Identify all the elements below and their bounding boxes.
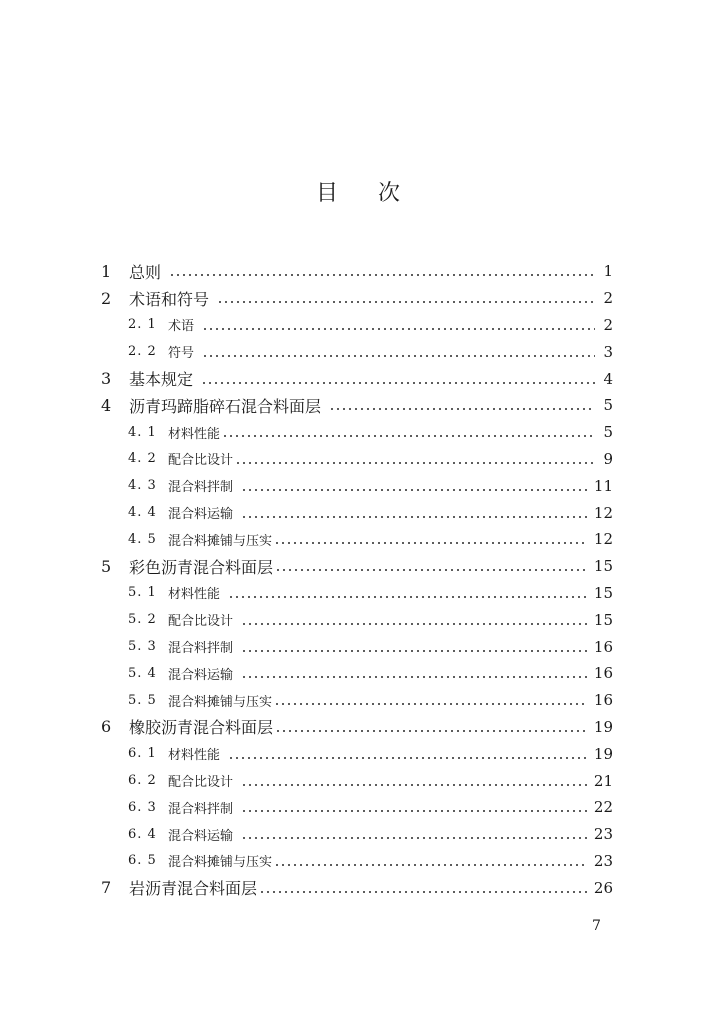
- toc-entry-number: 4. 5: [128, 531, 157, 547]
- toc-entry-number: 5. 1: [128, 585, 157, 601]
- toc-entry-number: 5. 4: [128, 665, 157, 681]
- toc-entry-page-number: 2: [603, 315, 613, 334]
- toc-entry-page-number: 12: [593, 503, 613, 522]
- toc-section-entry[interactable]: [101, 499, 613, 526]
- toc-section-entry[interactable]: [101, 767, 613, 794]
- toc-entry-page-number: 15: [593, 610, 613, 629]
- table-of-contents: [101, 258, 613, 901]
- toc-section-entry[interactable]: [101, 526, 613, 553]
- toc-entry-number: 6. 1: [128, 746, 157, 762]
- toc-entry-title: 配合比设计: [168, 453, 234, 469]
- toc-entry-title: 术语和符号: [129, 289, 210, 309]
- dot-leader: [201, 381, 595, 385]
- dot-leader: [241, 515, 588, 519]
- toc-entry-number: 6: [101, 717, 112, 737]
- toc-entry-number: 7: [101, 878, 112, 898]
- toc-section-entry[interactable]: [101, 660, 613, 687]
- dot-leader: [274, 541, 588, 545]
- page-number: 7: [592, 918, 601, 934]
- toc-entry-page-number: 12: [593, 530, 613, 549]
- toc-entry-number: 1: [101, 261, 112, 281]
- toc-entry-number: 4. 3: [128, 478, 157, 494]
- toc-entry-title: 术语: [168, 319, 195, 335]
- toc-section-entry[interactable]: [101, 472, 613, 499]
- toc-entry-title: 岩沥青混合料面层: [129, 879, 258, 899]
- toc-section-entry[interactable]: [101, 580, 613, 607]
- toc-entry-page-number: 26: [593, 878, 613, 897]
- toc-entry-number: 6. 2: [128, 773, 157, 789]
- toc-section-entry[interactable]: [101, 794, 613, 821]
- toc-entry-number: 4. 1: [128, 424, 157, 440]
- dot-leader: [275, 568, 588, 572]
- toc-entry-title: 混合料运输: [168, 828, 234, 844]
- toc-entry-title: 总则: [129, 262, 162, 282]
- toc-entry-page-number: 3: [603, 342, 613, 361]
- toc-entry-number: 3: [101, 369, 112, 389]
- toc-entry-page-number: 1: [603, 262, 613, 281]
- dot-leader: [241, 488, 588, 492]
- toc-entry-title: 混合料摊铺与压实: [168, 694, 273, 710]
- dot-leader: [274, 863, 588, 867]
- toc-entry-page-number: 5: [603, 423, 613, 442]
- toc-entry-page-number: 2: [603, 289, 613, 308]
- toc-chapter-entry[interactable]: [101, 258, 613, 285]
- page-title-char-2: 次: [378, 181, 401, 206]
- toc-chapter-entry[interactable]: [101, 714, 613, 741]
- toc-entry-page-number: 19: [593, 744, 613, 763]
- toc-section-entry[interactable]: [101, 821, 613, 848]
- toc-entry-title: 混合料拌制: [168, 480, 234, 496]
- toc-entry-number: 2: [101, 288, 112, 308]
- dot-leader: [235, 461, 595, 465]
- toc-entry-page-number: 16: [593, 637, 613, 656]
- dot-leader: [259, 890, 588, 894]
- toc-section-entry[interactable]: [101, 740, 613, 767]
- toc-entry-page-number: 21: [593, 771, 613, 790]
- toc-chapter-entry[interactable]: [101, 874, 613, 901]
- dot-leader: [274, 702, 588, 706]
- dot-leader: [241, 809, 588, 813]
- toc-entry-page-number: 15: [593, 557, 613, 576]
- toc-entry-page-number: 23: [593, 851, 613, 870]
- toc-entry-title: 混合料摊铺与压实: [168, 855, 273, 871]
- toc-entry-title: 沥青玛蹄脂碎石混合料面层: [129, 396, 322, 416]
- toc-entry-title: 混合料拌制: [168, 801, 234, 817]
- toc-entry-title: 混合料摊铺与压实: [168, 533, 273, 549]
- toc-entry-number: 4. 4: [128, 505, 157, 521]
- toc-entry-number: 5. 5: [128, 692, 157, 708]
- toc-section-entry[interactable]: [101, 633, 613, 660]
- toc-entry-title: 符号: [168, 346, 195, 362]
- page-title: [0, 176, 716, 207]
- dot-leader: [228, 595, 588, 599]
- toc-entry-number: 6. 5: [128, 853, 157, 869]
- toc-entry-number: 4: [101, 395, 112, 415]
- toc-chapter-entry[interactable]: [101, 365, 613, 392]
- dot-leader: [241, 675, 588, 679]
- toc-entry-page-number: 15: [593, 583, 613, 602]
- toc-entry-title: 基本规定: [129, 370, 194, 390]
- dot-leader: [222, 434, 595, 438]
- toc-entry-title: 混合料运输: [168, 667, 234, 683]
- toc-entry-title: 材料性能: [168, 426, 221, 442]
- dot-leader: [228, 756, 588, 760]
- toc-entry-page-number: 11: [593, 476, 613, 495]
- toc-entry-title: 配合比设计: [168, 614, 234, 630]
- toc-entry-title: 材料性能: [168, 748, 221, 764]
- toc-section-entry[interactable]: [101, 419, 613, 446]
- page-title-char-1: 目: [315, 181, 338, 206]
- dot-leader: [202, 327, 595, 331]
- toc-entry-number: 4. 2: [128, 451, 157, 467]
- toc-entry-page-number: 19: [593, 717, 613, 736]
- toc-chapter-entry[interactable]: [101, 285, 613, 312]
- toc-chapter-entry[interactable]: [101, 553, 613, 580]
- toc-section-entry[interactable]: [101, 338, 613, 365]
- toc-entry-number: 5: [101, 556, 112, 576]
- toc-entry-title: 橡胶沥青混合料面层: [129, 718, 274, 738]
- toc-entry-page-number: 22: [593, 798, 613, 817]
- toc-entry-title: 混合料运输: [168, 507, 234, 523]
- toc-section-entry[interactable]: [101, 312, 613, 339]
- toc-entry-title: 配合比设计: [168, 775, 234, 791]
- toc-entry-number: 5. 3: [128, 639, 157, 655]
- toc-entry-page-number: 5: [603, 396, 613, 415]
- toc-entry-number: 2. 1: [128, 317, 157, 333]
- dot-leader: [275, 729, 588, 733]
- toc-entry-number: 2. 2: [128, 344, 157, 360]
- toc-entry-page-number: 16: [593, 664, 613, 683]
- toc-entry-page-number: 9: [603, 449, 613, 468]
- dot-leader: [241, 622, 588, 626]
- toc-section-entry[interactable]: [101, 606, 613, 633]
- toc-section-entry[interactable]: [101, 848, 613, 875]
- toc-entry-page-number: 4: [603, 369, 613, 388]
- toc-chapter-entry[interactable]: [101, 392, 613, 419]
- dot-leader: [202, 354, 595, 358]
- dot-leader: [241, 836, 588, 840]
- dot-leader: [217, 300, 595, 304]
- toc-entry-title: 材料性能: [168, 587, 221, 603]
- toc-entry-title: 彩色沥青混合料面层: [129, 557, 274, 577]
- dot-leader: [169, 273, 595, 277]
- toc-entry-number: 5. 2: [128, 612, 157, 628]
- toc-entry-number: 6. 3: [128, 799, 157, 815]
- dot-leader: [241, 649, 588, 653]
- toc-section-entry[interactable]: [101, 446, 613, 473]
- toc-entry-title: 混合料拌制: [168, 641, 234, 657]
- dot-leader: [329, 407, 595, 411]
- dot-leader: [241, 783, 588, 787]
- toc-section-entry[interactable]: [101, 687, 613, 714]
- toc-entry-page-number: 23: [593, 825, 613, 844]
- toc-entry-page-number: 16: [593, 691, 613, 710]
- toc-entry-number: 6. 4: [128, 826, 157, 842]
